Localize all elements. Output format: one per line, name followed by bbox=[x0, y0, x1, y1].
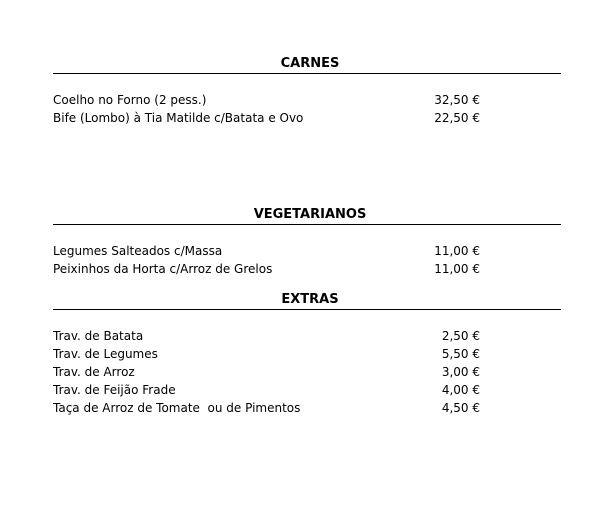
menu-item-name: Trav. de Arroz bbox=[53, 365, 135, 379]
section-divider bbox=[53, 224, 561, 225]
menu-item-name: Trav. de Batata bbox=[53, 329, 144, 343]
section-divider bbox=[53, 73, 561, 74]
menu-list-carnes bbox=[53, 91, 561, 127]
menu-item-name: Coelho no Forno (2 pess.) bbox=[53, 93, 207, 107]
section-title-vegetarianos: VEGETARIANOS bbox=[253, 207, 367, 222]
menu-item-price: 22,50 € bbox=[434, 111, 480, 125]
menu-item bbox=[53, 260, 561, 278]
menu-item-price: 11,00 € bbox=[434, 244, 480, 258]
menu-item-name: Peixinhos da Horta c/Arroz de Grelos bbox=[53, 262, 273, 276]
menu-item-name: Trav. de Feijão Frade bbox=[53, 383, 176, 397]
menu-item bbox=[53, 399, 561, 417]
menu-item bbox=[53, 327, 561, 345]
menu-item bbox=[53, 381, 561, 399]
menu-item-price: 2,50 € bbox=[441, 329, 480, 343]
menu-item-name: Bife (Lombo) à Tia Matilde c/Batata e Ovo bbox=[53, 111, 304, 125]
menu-item-name: Taça de Arroz de Tomate ou de Pimentos bbox=[53, 401, 301, 415]
menu-list-vegetarianos bbox=[53, 242, 561, 278]
menu-item-price: 4,50 € bbox=[441, 401, 480, 415]
menu-item bbox=[53, 345, 561, 363]
section-title-carnes: CARNES bbox=[280, 56, 340, 71]
menu-item-price: 11,00 € bbox=[434, 262, 480, 276]
menu-item bbox=[53, 363, 561, 381]
section-extras bbox=[53, 292, 561, 417]
section-title-extras: EXTRAS bbox=[281, 292, 339, 307]
menu-item bbox=[53, 242, 561, 260]
menu-item-price: 3,00 € bbox=[441, 365, 480, 379]
menu-item-price: 5,50 € bbox=[441, 347, 480, 361]
menu-item-name: Trav. de Legumes bbox=[53, 347, 158, 361]
menu-item-name: Legumes Salteados c/Massa bbox=[53, 244, 223, 258]
section-carnes bbox=[53, 56, 561, 127]
menu-list-extras bbox=[53, 327, 561, 417]
menu-item bbox=[53, 109, 561, 127]
section-divider bbox=[53, 309, 561, 310]
section-vegetarianos bbox=[53, 207, 561, 278]
menu-item bbox=[53, 91, 561, 109]
menu-item-price: 32,50 € bbox=[434, 93, 480, 107]
menu-item-price: 4,00 € bbox=[441, 383, 480, 397]
